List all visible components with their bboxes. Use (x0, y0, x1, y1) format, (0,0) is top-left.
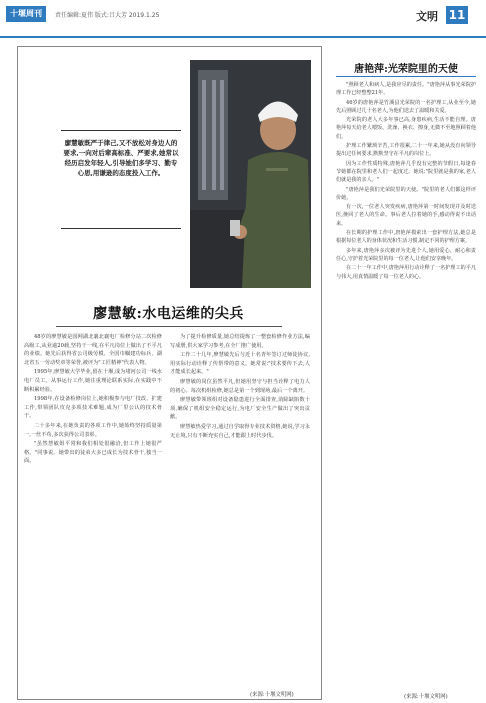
pull-quote: 廖慧敏既严于律己,又不放松对身边人的要求,一向对后辈高标准、严要求,她常以经历启发年轻人,引导她们多学习、勤专心思,用谦逊的态度投入工作。 (63, 139, 179, 177)
left-article-title: 廖慧敏:水电运维的尖兵 (93, 306, 244, 322)
paragraph: 廖慧敏的岗位虽然平凡,但她用坚守与担当诠释了电力人的初心。每次机组检修,她总是第一个到现场,最后一个离开。 (170, 378, 310, 394)
title-rule (56, 326, 282, 327)
left-article-source: (来源:十堰文明网) (250, 692, 294, 698)
worker-photo-illustration (190, 60, 311, 288)
editor-line: 责任编辑:夏伟 版式:吕大芳 2019.1.25 (55, 12, 160, 19)
paragraph: 有一次,一位老人突发疾病,唐艳萍第一时间发现并及时送医,挽回了老人的生命。事后老人拉着她的手,感动得说不出话来。 (336, 204, 476, 227)
section-title: 文明 (416, 10, 438, 23)
worker-photo (190, 60, 311, 288)
right-title-rule (336, 76, 476, 77)
paragraph: 为了提升检修质量,她总结提炼了一整套检修作业方法,编写成册,供大家学习参考,在全厂推广使用。 (170, 334, 310, 349)
paragraph: 1998年,在设备检修岗位上,她积极参与电厂技改、扩建工作,带领团队攻克多项技术难题,成为厂里公认的技术骨干。 (24, 396, 162, 420)
paragraph: 在长期的护理工作中,唐艳萍摸索出一套护理方法,她总是根据每位老人的身体状况和生活习惯,制定不同的护理方案。 (336, 230, 476, 245)
paragraph: 46岁的唐艳萍是竹溪县光荣院的一名护理工,从业至今,她先后照顾过几十名老人,为他们送去了温暖和关爱。 (336, 99, 476, 114)
quote-bottom-rule (61, 228, 181, 229)
page-number: 11 (446, 6, 468, 24)
paragraph: 光荣院的老人大多年事已高,身患疾病,生活不能自理。唐艳萍每天给老人喂饭、洗澡、换衣、擦身,无微不至地照顾着他们。 (336, 117, 476, 140)
left-article-column-2 (170, 333, 310, 688)
paragraph: 廖慧敏带领班组对设备隐患进行全面排查,消除缺陷数十项,确保了机组安全稳定运行,为电厂安全生产做出了突出贡献。 (170, 397, 310, 421)
paragraph: "唐艳萍是我们光荣院里的天使。"院里的老人们都这样评价她。 (336, 186, 476, 201)
paragraph: 在二十一年工作中,唐艳萍用行动诠释了一名护理工的平凡与伟大,用真情温暖了每一位老人的心。 (336, 265, 476, 280)
paragraph: "虽然慧敏姐平常和我们相处很融洽,但工作上她很严格。"同事说。她带出的徒弟大多已成长为技术骨干,独当一面。 (24, 441, 162, 465)
paragraph: 48岁的廖慧敏是国网湖北襄北襄电厂检修分站二次检修高级工,从业逾20载,坚持干一线,在平凡岗位上做出了不平凡的业绩。她先后获得省公司级劳模、全国巾帼建功标兵、湖北省五一劳动奖章等荣誉,被评为"工匠精神"代表人物。 (24, 334, 162, 366)
paragraph: "照顾老人和病人,是我应尽的责任。"唐艳萍从事光荣院护理工作已经整整21年。 (336, 82, 476, 97)
paragraph: 1995年,廖慧敏大学毕业,留在十堰,成为堵河公司一线水电厂员工。从事运行工作,她注重理论联系实际,在实践中不断积累经验。 (24, 369, 162, 393)
paragraph: 二十多年来,在她负责的各项工作中,她始终坚持质量第一,一丝不苟,多次获得公司表彰。 (24, 422, 162, 438)
brand-badge: 十堰周刊 (6, 6, 46, 22)
page-header (0, 0, 486, 38)
paragraph: 护理工作繁琐辛苦,工作很累,二十一年来,她从没有向领导提出过任何要求,默默坚守在平凡的岗位上。 (336, 143, 476, 158)
right-article-source: (来源:十堰文明网) (404, 694, 448, 700)
right-article-column (336, 81, 476, 688)
paragraph: 工作二十几年,廖慧敏先后与近十名青年签订过师徒协议,用实际行动诠释了传帮带的意义。她常说:"技术要传下去,人才能成长起来。" (170, 352, 310, 376)
quote-top-rule (61, 130, 181, 131)
left-article-column-1 (24, 333, 162, 688)
paragraph: 多年来,唐艳萍多次被评为先进个人,她用爱心、耐心和责任心,守护着光荣院里的每一位老人,让他们安享晚年。 (336, 247, 476, 262)
right-article-title: 唐艳萍:光荣院里的天使 (354, 64, 458, 75)
paragraph: 廖慧敏热爱学习,通过自学取得专业技术资格,她说,学习永无止境,只有不断充实自己,才能跟上时代步伐。 (170, 423, 310, 439)
paragraph: 因为工作性质特殊,唐艳萍几乎没有完整的节假日,每逢春节她都在院里和老人们一起度过。她说:"院里就是我的家,老人们就是我的亲人。" (336, 160, 476, 184)
